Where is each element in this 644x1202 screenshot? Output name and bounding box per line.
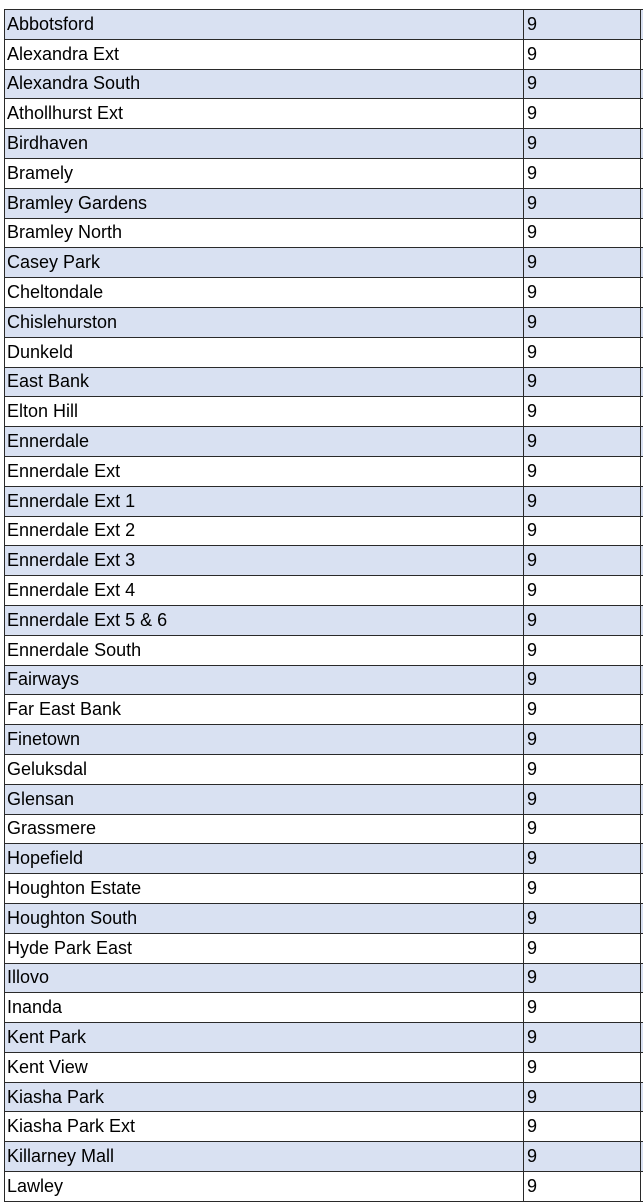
table-row: [5, 1172, 643, 1202]
suburb-name-cell[interactable]: Kent View: [5, 1053, 524, 1082]
suburb-name-cell[interactable]: Chislehurston: [5, 308, 524, 337]
value-cell[interactable]: 9: [524, 457, 641, 486]
value-cell[interactable]: 9: [524, 546, 641, 575]
table-row: [5, 815, 643, 845]
value-cell[interactable]: 9: [524, 815, 641, 844]
table-row: [5, 695, 643, 725]
suburb-name-cell[interactable]: Athollhurst Ext: [5, 99, 524, 128]
suburb-name-cell[interactable]: Finetown: [5, 725, 524, 754]
table-row: [5, 248, 643, 278]
table-row: [5, 1112, 643, 1142]
table-row: [5, 338, 643, 368]
table-row: [5, 1083, 643, 1113]
spreadsheet-table: [4, 9, 643, 1202]
suburb-name-cell[interactable]: Ennerdale South: [5, 636, 524, 665]
suburb-name-cell[interactable]: Lawley: [5, 1172, 524, 1201]
suburb-name-cell[interactable]: Far East Bank: [5, 695, 524, 724]
table-row: [5, 517, 643, 547]
table-row: [5, 308, 643, 338]
value-cell[interactable]: 9: [524, 695, 641, 724]
value-cell[interactable]: 9: [524, 1023, 641, 1052]
value-cell[interactable]: 9: [524, 189, 641, 218]
value-cell[interactable]: 9: [524, 993, 641, 1022]
table-row: [5, 546, 643, 576]
suburb-name-cell[interactable]: Killarney Mall: [5, 1142, 524, 1171]
value-cell[interactable]: 9: [524, 1112, 641, 1141]
table-row: [5, 397, 643, 427]
table-row: [5, 159, 643, 189]
table-row: [5, 1023, 643, 1053]
suburb-name-cell[interactable]: Illovo: [5, 964, 524, 993]
table-row: [5, 993, 643, 1023]
table-row: [5, 964, 643, 994]
suburb-name-cell[interactable]: Houghton Estate: [5, 874, 524, 903]
table-row: [5, 606, 643, 636]
table-row: [5, 427, 643, 457]
table-row: [5, 725, 643, 755]
value-cell[interactable]: 9: [524, 397, 641, 426]
table-row: [5, 278, 643, 308]
suburb-name-cell[interactable]: Fairways: [5, 666, 524, 695]
table-row: [5, 189, 643, 219]
value-cell[interactable]: 9: [524, 1083, 641, 1112]
value-cell[interactable]: 9: [524, 99, 641, 128]
table-row: [5, 99, 643, 129]
value-cell[interactable]: 9: [524, 1142, 641, 1171]
value-cell[interactable]: 9: [524, 159, 641, 188]
suburb-name-cell[interactable]: Alexandra Ext: [5, 40, 524, 69]
suburb-name-cell[interactable]: Hyde Park East: [5, 934, 524, 963]
value-cell[interactable]: 9: [524, 517, 641, 546]
suburb-name-cell[interactable]: Elton Hill: [5, 397, 524, 426]
value-cell[interactable]: 9: [524, 1053, 641, 1082]
table-row: [5, 844, 643, 874]
value-cell[interactable]: 9: [524, 725, 641, 754]
value-cell[interactable]: 9: [524, 904, 641, 933]
suburb-name-cell[interactable]: Birdhaven: [5, 129, 524, 158]
table-row: [5, 70, 643, 100]
suburb-name-cell[interactable]: Grassmere: [5, 815, 524, 844]
suburb-name-cell[interactable]: Kent Park: [5, 1023, 524, 1052]
value-cell[interactable]: 9: [524, 636, 641, 665]
table-row: [5, 219, 643, 249]
suburb-name-cell[interactable]: Bramley Gardens: [5, 189, 524, 218]
value-cell[interactable]: 9: [524, 278, 641, 307]
table-row: [5, 10, 643, 40]
table-row: [5, 666, 643, 696]
value-cell[interactable]: 9: [524, 487, 641, 516]
suburb-name-cell[interactable]: Alexandra South: [5, 70, 524, 99]
suburb-name-cell[interactable]: East Bank: [5, 368, 524, 397]
value-cell[interactable]: 9: [524, 219, 641, 248]
value-cell[interactable]: 9: [524, 308, 641, 337]
suburb-name-cell[interactable]: Ennerdale Ext 2: [5, 517, 524, 546]
value-cell[interactable]: 9: [524, 1172, 641, 1201]
value-cell[interactable]: 9: [524, 666, 641, 695]
value-cell[interactable]: 9: [524, 70, 641, 99]
value-cell[interactable]: 9: [524, 40, 641, 69]
value-cell[interactable]: 9: [524, 964, 641, 993]
suburb-name-cell[interactable]: Casey Park: [5, 248, 524, 277]
value-cell[interactable]: 9: [524, 606, 641, 635]
table-row: [5, 934, 643, 964]
value-cell[interactable]: 9: [524, 248, 641, 277]
value-cell[interactable]: 9: [524, 338, 641, 367]
table-row: [5, 129, 643, 159]
value-cell[interactable]: 9: [524, 934, 641, 963]
suburb-name-cell[interactable]: Ennerdale Ext 5 & 6: [5, 606, 524, 635]
value-cell[interactable]: 9: [524, 576, 641, 605]
table-row: [5, 576, 643, 606]
table-row: [5, 1053, 643, 1083]
suburb-name-cell[interactable]: Ennerdale Ext 4: [5, 576, 524, 605]
suburb-name-cell[interactable]: Kiasha Park Ext: [5, 1112, 524, 1141]
value-cell[interactable]: 9: [524, 874, 641, 903]
suburb-name-cell[interactable]: Cheltondale: [5, 278, 524, 307]
suburb-name-cell[interactable]: Abbotsford: [5, 10, 524, 39]
suburb-name-cell[interactable]: Ennerdale Ext 3: [5, 546, 524, 575]
table-row: [5, 874, 643, 904]
value-cell[interactable]: 9: [524, 755, 641, 784]
suburb-name-cell[interactable]: Ennerdale Ext 1: [5, 487, 524, 516]
suburb-name-cell[interactable]: Bramely: [5, 159, 524, 188]
value-cell[interactable]: 9: [524, 844, 641, 873]
table-row: [5, 904, 643, 934]
table-row: [5, 636, 643, 666]
value-cell[interactable]: 9: [524, 785, 641, 814]
suburb-name-cell[interactable]: Kiasha Park: [5, 1083, 524, 1112]
value-cell[interactable]: 9: [524, 129, 641, 158]
value-cell[interactable]: 9: [524, 368, 641, 397]
table-row: [5, 755, 643, 785]
table-row: [5, 457, 643, 487]
suburb-name-cell[interactable]: Inanda: [5, 993, 524, 1022]
table-row: [5, 785, 643, 815]
table-row: [5, 368, 643, 398]
table-row: [5, 1142, 643, 1172]
value-cell[interactable]: 9: [524, 427, 641, 456]
suburb-name-cell[interactable]: Ennerdale: [5, 427, 524, 456]
suburb-name-cell[interactable]: Bramley North: [5, 219, 524, 248]
table-row: [5, 40, 643, 70]
suburb-name-cell[interactable]: Ennerdale Ext: [5, 457, 524, 486]
suburb-name-cell[interactable]: Glensan: [5, 785, 524, 814]
suburb-name-cell[interactable]: Dunkeld: [5, 338, 524, 367]
value-cell[interactable]: 9: [524, 10, 641, 39]
table-row: [5, 487, 643, 517]
suburb-name-cell[interactable]: Houghton South: [5, 904, 524, 933]
suburb-name-cell[interactable]: Geluksdal: [5, 755, 524, 784]
suburb-name-cell[interactable]: Hopefield: [5, 844, 524, 873]
